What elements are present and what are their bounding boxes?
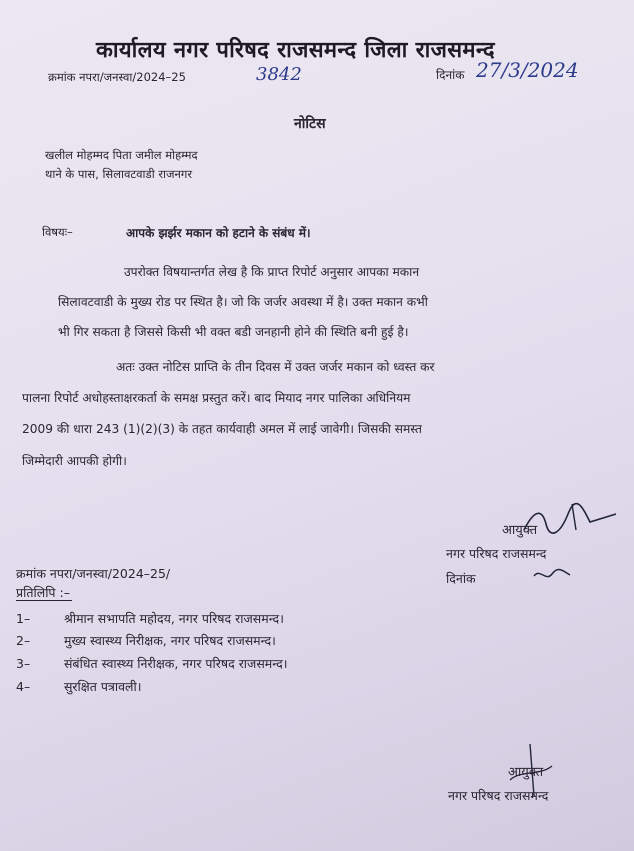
body-line: भी गिर सकता है जिससे किसी भी वक्त बडी जनहानी होने की स्थिति बनी हुई है। bbox=[58, 325, 409, 339]
subject-label: विषयः– bbox=[42, 225, 73, 239]
addressee-name: खलील मोहम्मद पिता जमील मोहम्मद bbox=[45, 148, 198, 162]
body-line: 2009 की धारा 243 (1)(2)(3) के तहत कार्यवाही अमल में लाई जावेगी। जिसकी समस्त bbox=[22, 422, 422, 436]
copy-item-number: 4– bbox=[16, 679, 31, 694]
body-line: पालना रिपोर्ट अधोहस्ताक्षरकर्ता के समक्ष प्रस्तुत करें। बाद मियाद नगर पालिका अधिनियम bbox=[22, 391, 411, 405]
commissioner-title-top: आयुक्त bbox=[502, 523, 538, 538]
copy-item bbox=[16, 678, 141, 695]
body-line: सिलावटवाडी के मुख्य रोड पर स्थित है। जो कि जर्जर अवस्था में है। उक्त मकान कभी bbox=[58, 295, 428, 309]
copy-item-text: संबंधित स्वास्थ्य निरीक्षक, नगर परिषद राजसमन्द। bbox=[63, 656, 288, 671]
body-line: उपरोक्त विषयान्तर्गत लेख है कि प्राप्त रिपोर्ट अनुसार आपका मकान bbox=[124, 265, 420, 279]
body-line: जिम्मेदारी आपकी होगी। bbox=[22, 454, 127, 468]
date-label: दिनांक bbox=[436, 68, 465, 82]
commissioner-title-bottom: आयुक्त bbox=[508, 765, 544, 780]
signature-date-label: दिनांक bbox=[446, 571, 476, 586]
subject-text: आपके झर्झर मकान को हटाने के संबंध में। bbox=[126, 226, 311, 240]
addressee-address: थाने के पास, सिलावटवाडी राजनगर bbox=[45, 167, 193, 181]
copy-reference: क्रमांक नपरा/जनस्वा/2024–25/ bbox=[16, 566, 171, 581]
handwritten-date: 27/3/2024 bbox=[476, 58, 579, 82]
copy-item-number: 2– bbox=[16, 633, 31, 648]
office-name-top: नगर परिषद राजसमन्द bbox=[446, 546, 547, 561]
reference-number-prefix: क्रमांक नपरा/जनस्वा/2024–25 bbox=[48, 70, 186, 84]
copy-item-number: 3– bbox=[16, 656, 31, 671]
copy-heading-underline bbox=[16, 600, 72, 601]
handwritten-reference-number: 3842 bbox=[256, 64, 302, 85]
notice-heading: नोटिस bbox=[294, 116, 326, 132]
copy-item-number: 1– bbox=[16, 611, 31, 626]
copy-item-text: मुख्य स्वास्थ्य निरीक्षक, नगर परिषद राजसमन्द। bbox=[63, 633, 276, 648]
body-line: अतः उक्त नोटिस प्राप्ति के तीन दिवस में उक्त जर्जर मकान को ध्वस्त कर bbox=[116, 360, 435, 374]
copy-item-text: सुरक्षित पत्रावली। bbox=[63, 679, 142, 694]
copy-item bbox=[16, 610, 284, 627]
copy-item bbox=[16, 632, 276, 649]
office-title: कार्यालय नगर परिषद राजसमन्द जिला राजसमन्द bbox=[96, 38, 495, 63]
date-scribble bbox=[532, 566, 572, 584]
copy-heading: प्रतिलिपि :– bbox=[16, 585, 70, 600]
copy-item bbox=[16, 655, 287, 672]
office-name-bottom: नगर परिषद राजसमन्द bbox=[448, 788, 549, 803]
copy-item-text: श्रीमान सभापति महोदय, नगर परिषद राजसमन्द। bbox=[63, 611, 284, 626]
